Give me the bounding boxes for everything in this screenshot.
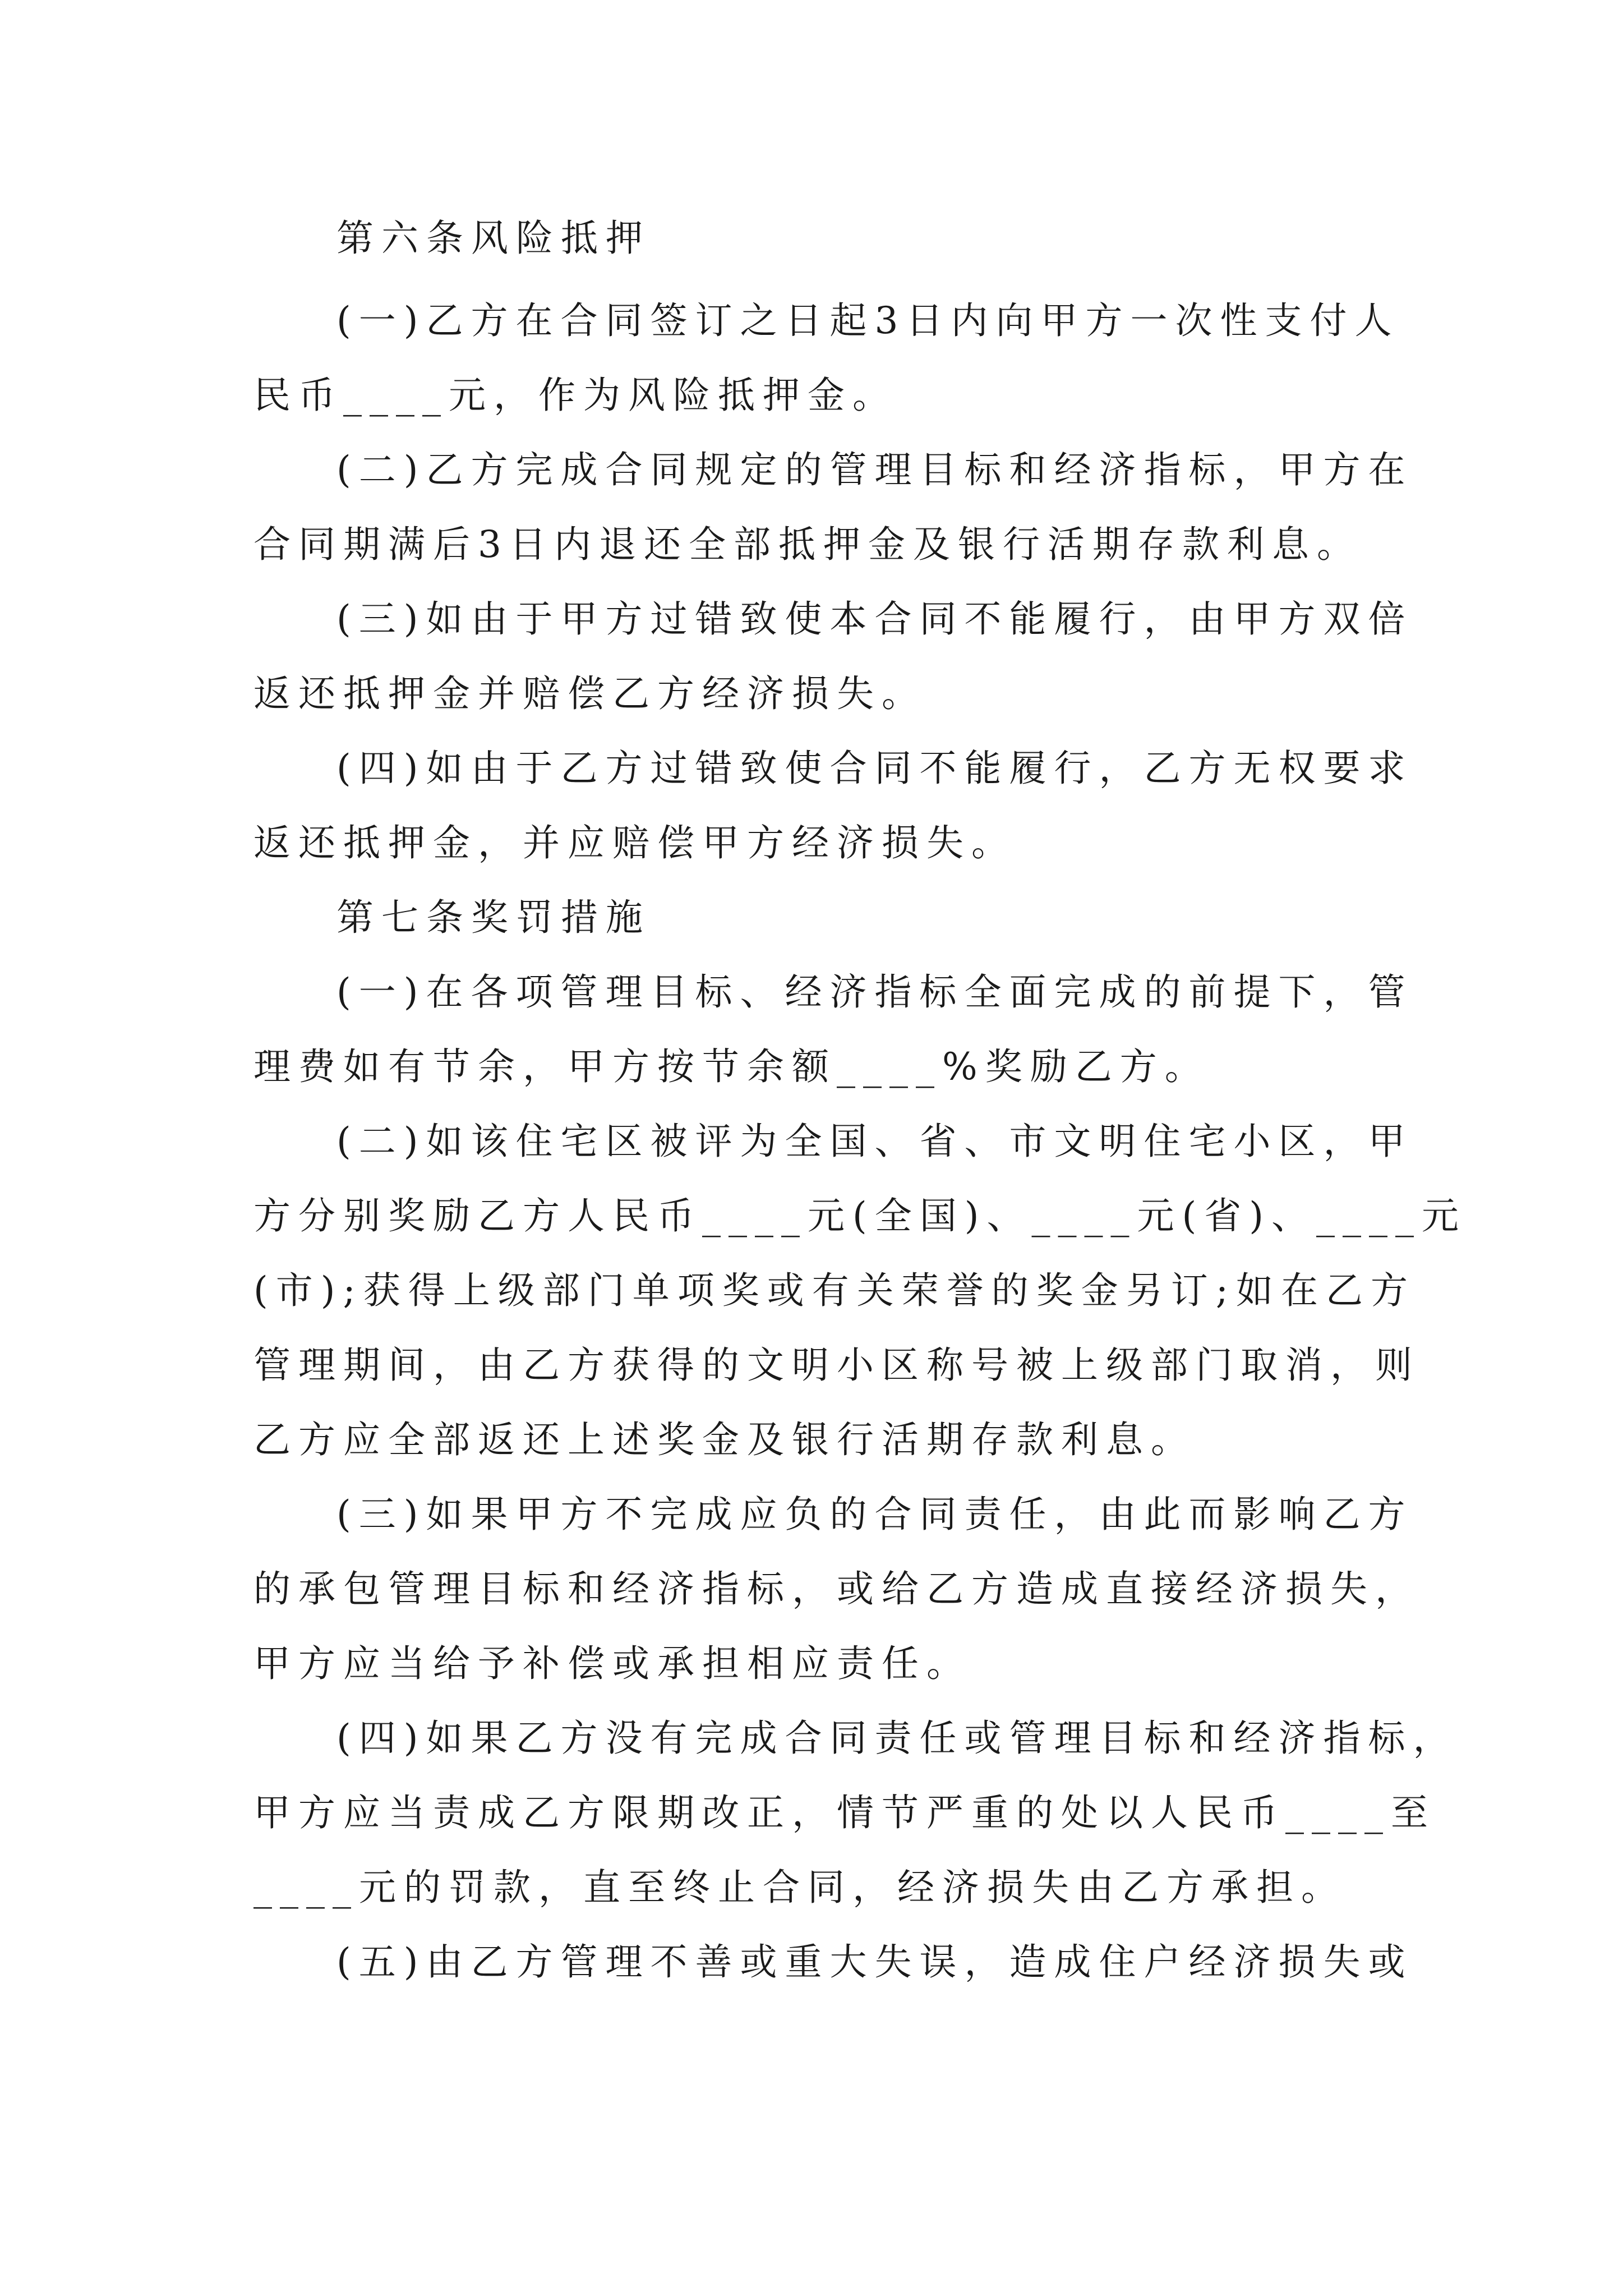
article-heading: 第七条奖罚措施 — [336, 896, 651, 939]
paragraph-line: (市);获得上级部门单项奖或有关荣誉的奖金另订;如在乙方 — [253, 1269, 1415, 1312]
article-heading: 第六条风险抵押 — [336, 217, 651, 260]
paragraph-line: (三)如由于甲方过错致使本合同不能履行，由甲方双倍 — [336, 597, 1413, 641]
paragraph-line: (一)在各项管理目标、经济指标全面完成的前提下，管 — [336, 970, 1413, 1014]
paragraph-line: 民币____元，作为风险抵押金。 — [253, 374, 897, 417]
paragraph-line: (五)由乙方管理不善或重大失误，造成住户经济损失或 — [336, 1940, 1413, 1984]
paragraph-line: 的承包管理目标和经济指标，或给乙方造成直接经济损失， — [253, 1567, 1420, 1611]
paragraph-line: 方分别奖励乙方人民币____元(全国)、____元(省)、____元 — [253, 1194, 1467, 1237]
paragraph-line: 管理期间，由乙方获得的文明小区称号被上级部门取消，则 — [253, 1343, 1420, 1387]
paragraph-line: 乙方应全部返还上述奖金及银行活期存款利息。 — [253, 1418, 1196, 1461]
paragraph-line: (一)乙方在合同签订之日起3日内向甲方一次性支付人 — [336, 299, 1400, 342]
paragraph-line: ____元的罚款，直至终止合同，经济损失由乙方承担。 — [253, 1866, 1346, 1909]
paragraph-line: 合同期满后3日内退还全部抵押金及银行活期存款利息。 — [253, 523, 1362, 566]
paragraph-line: (二)如该住宅区被评为全国、省、市文明住宅小区，甲 — [336, 1120, 1413, 1163]
paragraph-line: 理费如有节余，甲方按节余额____%奖励乙方。 — [253, 1045, 1210, 1088]
paragraph-line: (三)如果甲方不完成应负的合同责任，由此而影响乙方 — [336, 1493, 1413, 1536]
paragraph-line: 返还抵押金，并应赔偿甲方经济损失。 — [253, 821, 1016, 864]
paragraph-line: 甲方应当给予补偿或承担相应责任。 — [253, 1642, 971, 1685]
paragraph-line: 甲方应当责成乙方限期改正，情节严重的处以人民币____至 — [253, 1791, 1436, 1834]
paragraph-line: (二)乙方完成合同规定的管理目标和经济指标，甲方在 — [336, 448, 1413, 491]
paragraph-line: (四)如由于乙方过错致使合同不能履行，乙方无权要求 — [336, 747, 1413, 790]
paragraph-line: (四)如果乙方没有完成合同责任或管理目标和经济指标， — [336, 1717, 1458, 1760]
paragraph-line: 返还抵押金并赔偿乙方经济损失。 — [253, 672, 926, 715]
